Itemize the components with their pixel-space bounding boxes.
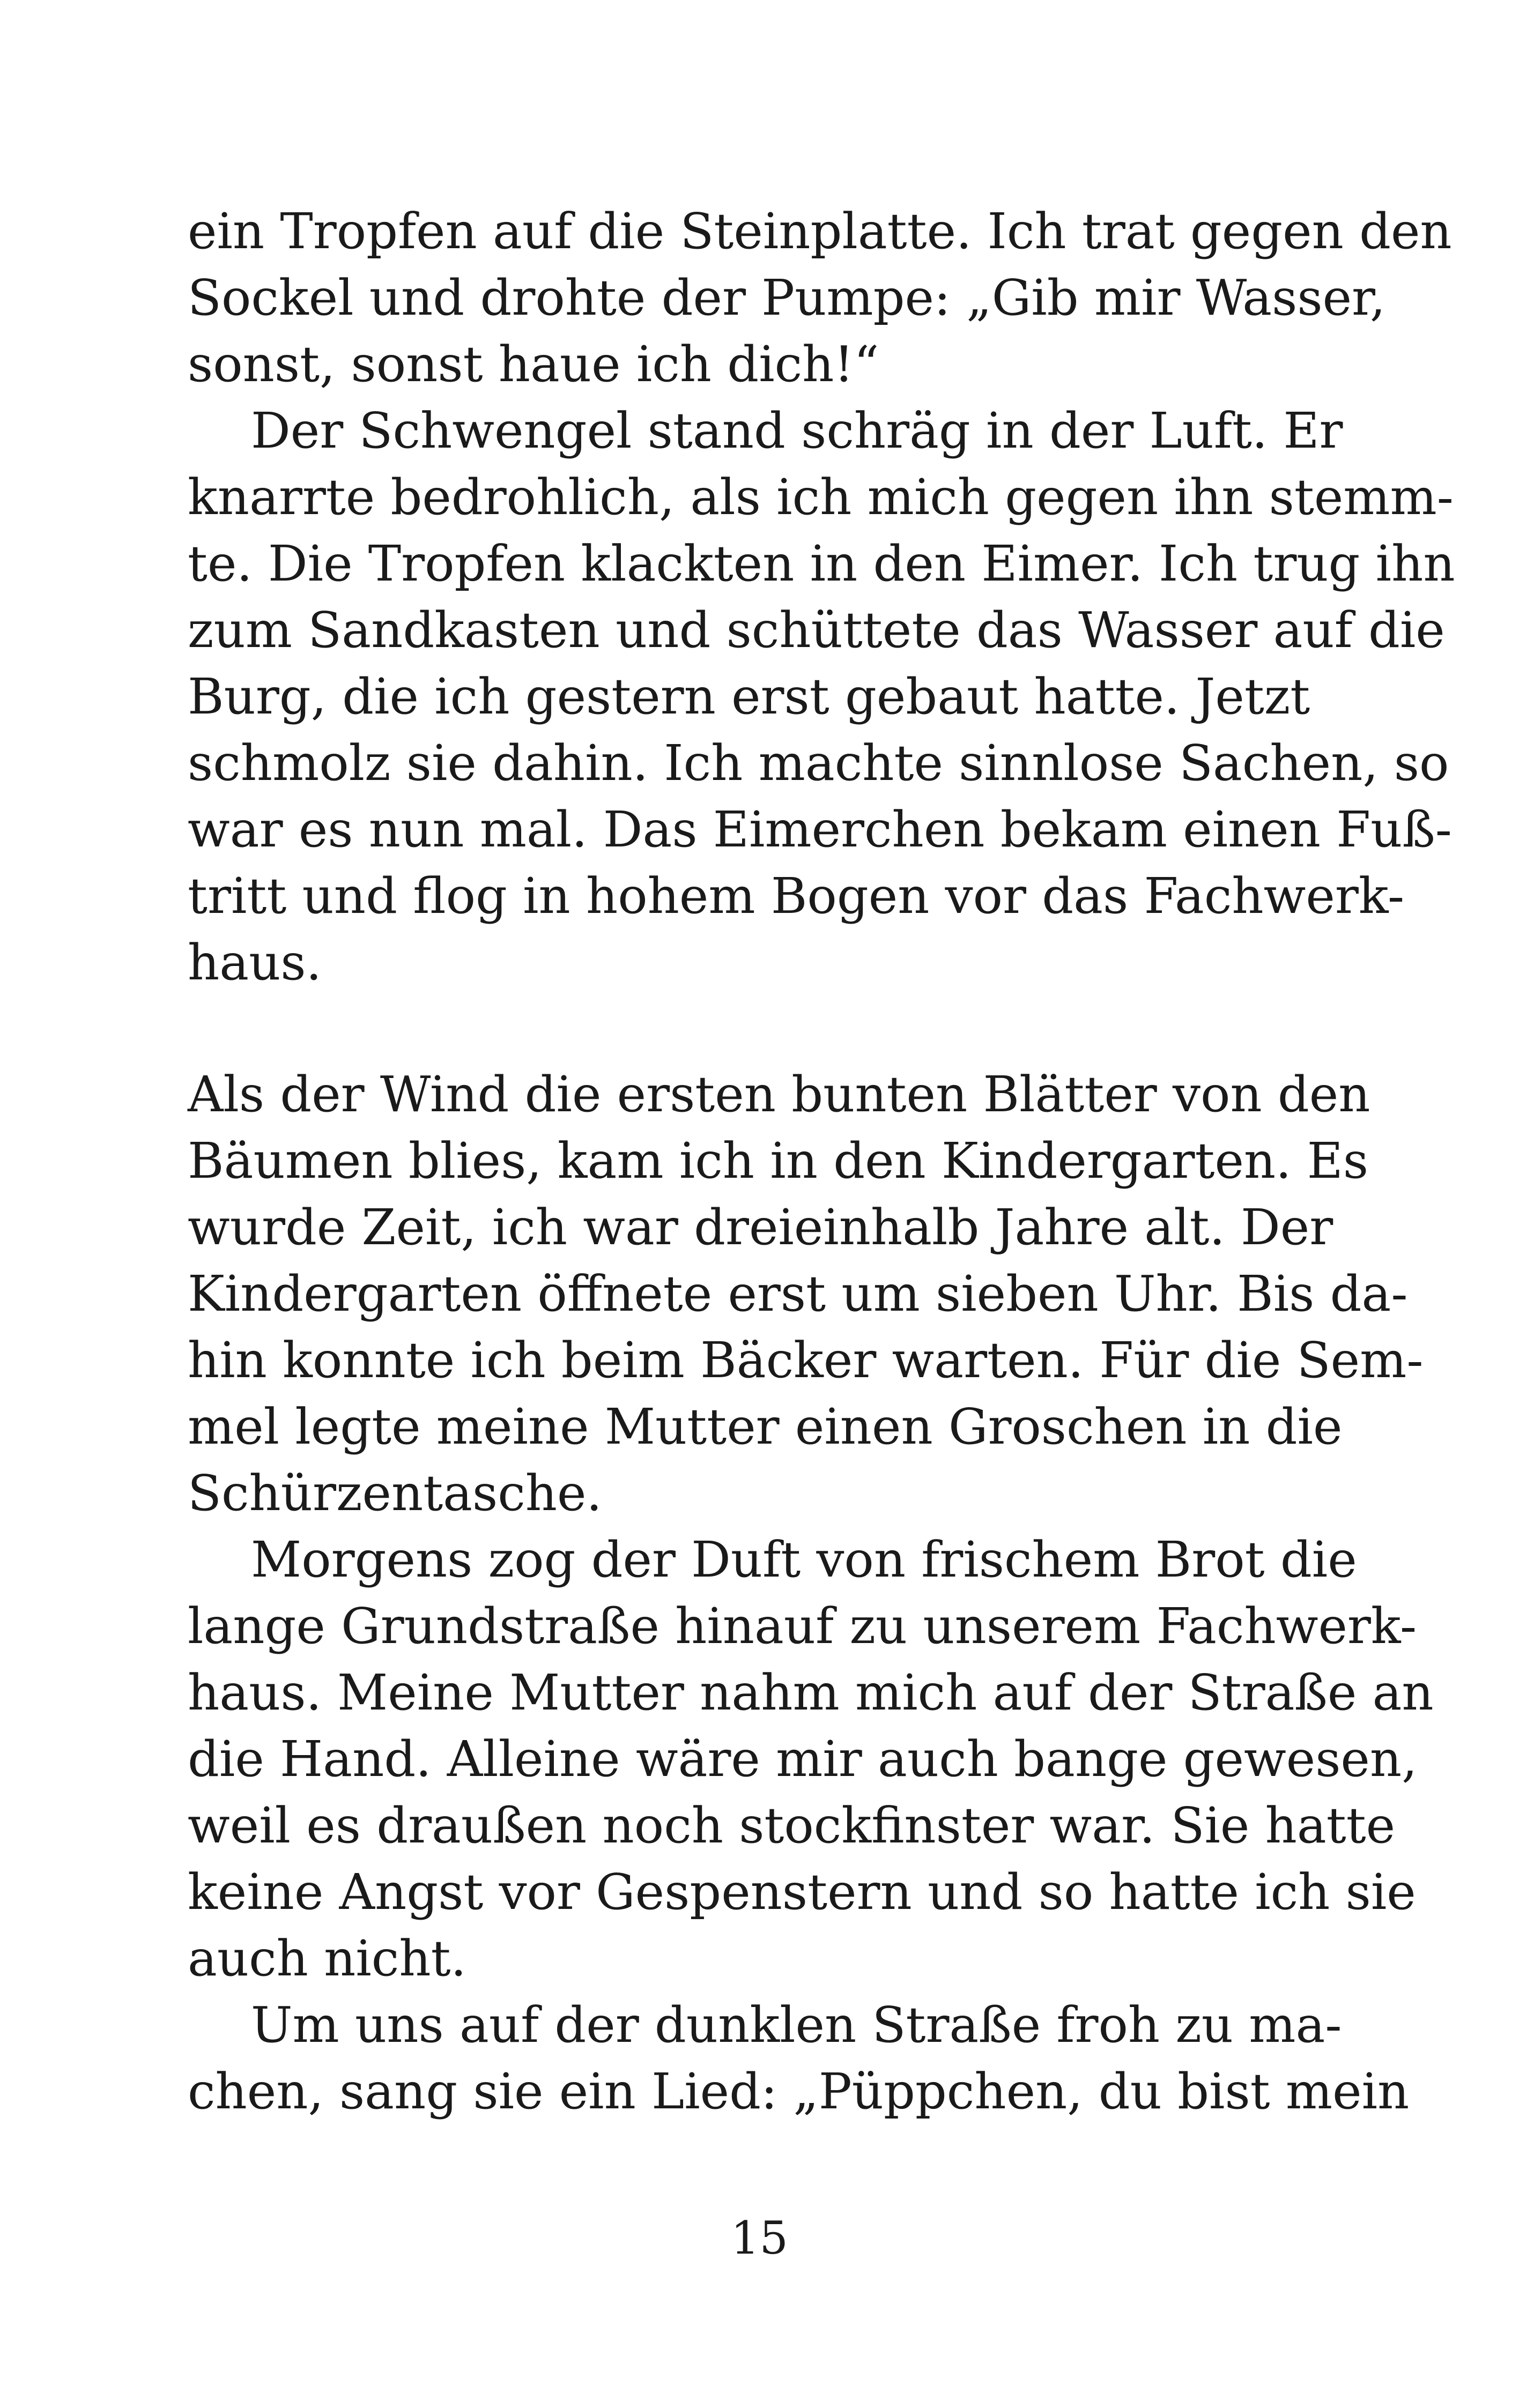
text-line: schmolz sie dahin. Ich machte sinnlose Sachen, so	[188, 734, 1449, 792]
text-line: Um uns auf der dunklen Straße froh zu ma-	[251, 1996, 1342, 2054]
text-line: keine Angst vor Gespenstern und so hatte ich sie	[188, 1863, 1416, 1921]
text-line: Schürzentasche.	[188, 1465, 602, 1522]
text-line: wurde Zeit, ich war dreieinhalb Jahre alt. Der	[188, 1199, 1333, 1256]
text-line: te. Die Tropfen klackten in den Eimer. Ich trug ihn	[188, 535, 1455, 592]
text-line: tritt und flog in hohem Bogen vor das Fachwerk-	[188, 867, 1405, 925]
text-line: knarrte bedrohlich, als ich mich gegen ihn stemm-	[188, 469, 1454, 526]
text-line: auch nicht.	[188, 1930, 466, 1987]
text-line: Bäumen blies, kam ich in den Kindergarten. Es	[188, 1132, 1369, 1190]
text-line: weil es draußen noch stockfinster war. Sie hatte	[188, 1797, 1396, 1854]
text-line: hin konnte ich beim Bäcker warten. Für die Sem-	[188, 1332, 1424, 1389]
text-line: Kindergarten öffnete erst um sieben Uhr. Bis da-	[188, 1265, 1408, 1322]
page-number: 15	[731, 2212, 788, 2264]
text-line: Der Schwengel stand schräg in der Luft. Er	[251, 402, 1343, 459]
text-line: haus.	[188, 934, 322, 991]
text-line: haus. Meine Mutter nahm mich auf der Straße an	[188, 1664, 1434, 1721]
text-line: Morgens zog der Duft von frischem Brot die	[251, 1531, 1357, 1588]
text-line: ein Tropfen auf die Steinplatte. Ich trat gegen den	[188, 203, 1452, 260]
text-line: Burg, die ich gestern erst gebaut hatte. Jetzt	[188, 668, 1310, 725]
text-line: Sockel und drohte der Pumpe: „Gib mir Wasser,	[188, 269, 1386, 326]
text-line: Als der Wind die ersten bunten Blätter von den	[188, 1066, 1370, 1123]
text-line: sonst, sonst haue ich dich!“	[188, 336, 879, 393]
text-line: zum Sandkasten und schüttete das Wasser auf die	[188, 601, 1445, 659]
text-line: chen, sang sie ein Lied: „Püppchen, du bist mein	[188, 2063, 1410, 2120]
text-line: mel legte meine Mutter einen Groschen in die	[188, 1398, 1343, 1455]
text-line: lange Grundstraße hinauf zu unserem Fachwerk-	[188, 1597, 1417, 1655]
text-line: war es nun mal. Das Eimerchen bekam einen Fuß-	[188, 801, 1452, 858]
text-line: die Hand. Alleine wäre mir auch bange gewesen,	[188, 1730, 1418, 1788]
